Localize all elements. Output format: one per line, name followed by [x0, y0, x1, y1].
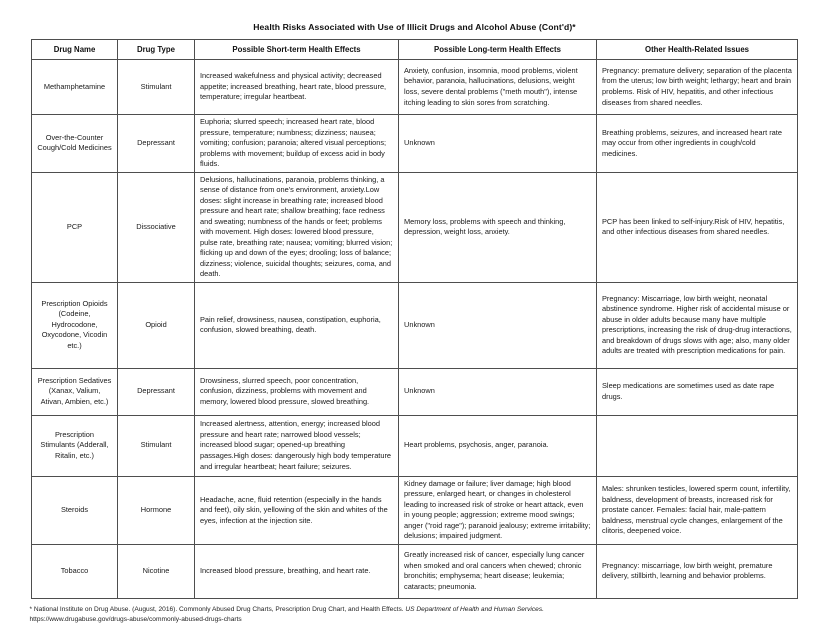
source-footnote	[30, 605, 800, 625]
drug-name-cell: Steroids	[32, 476, 118, 544]
drug-type-cell: Dissociative	[118, 172, 195, 282]
table-row-methamphetamine	[32, 60, 798, 115]
short-term-cell: Headache, acne, fluid retention (especially in the hands and feet), oily skin, yellowing of the skin and whites of the eyes, infection at the injection site.	[195, 476, 399, 544]
long-term-cell: Unknown	[399, 282, 597, 368]
table-row-steroids	[32, 476, 798, 544]
short-term-cell: Delusions, hallucinations, paranoia, problems thinking, a sense of distance from one's environment, anxiety.Low doses: slight increase in breathing rate; increased blood pressure and heart rate; shallow breathing; face redness and sweating; numbness of the hands or feet; problems with movement. High doses: lowered blood pressure, pulse rate, breathing rate; nausea; vomiting; blurred vision; flicking up and down of the eyes; drooling; loss of balance; dizziness; violence, suicidal thoughts; seizures, coma, and death.	[195, 172, 399, 282]
table-row-tobacco	[32, 544, 798, 598]
footnote-citation-text: * National Institute on Drug Abuse. (August, 2016). Commonly Abused Drug Charts, Prescription Drug Chart, and Health Effects.	[29, 605, 406, 613]
column-header-short-term: Possible Short-term Health Effects	[195, 40, 399, 60]
table-row-prescription-stimulants	[32, 415, 798, 476]
other-issues-cell: PCP has been linked to self-injury.Risk of HIV, hepatitis, and other infectious diseases from shared needles.	[597, 172, 798, 282]
drug-type-cell: Stimulant	[118, 60, 195, 115]
drug-name-cell: Prescription Opioids (Codeine, Hydrocodone, Oxycodone, Vicodin etc.)	[32, 282, 118, 368]
column-header-other: Other Health-Related Issues	[597, 40, 798, 60]
long-term-cell: Unknown	[399, 368, 597, 415]
drug-type-cell: Opioid	[118, 282, 195, 368]
drug-name-cell: Prescription Sedatives (Xanax, Valium, Ativan, Ambien, etc.)	[32, 368, 118, 415]
short-term-cell: Drowsiness, slurred speech, poor concentration, confusion, dizziness, problems with movement and memory, lowered blood pressure, slowed breathing.	[195, 368, 399, 415]
long-term-cell: Unknown	[399, 115, 597, 173]
drug-type-cell: Stimulant	[118, 415, 195, 476]
footnote-citation-publisher: US Department of Health and Human Services.	[405, 605, 544, 613]
long-term-cell: Memory loss, problems with speech and thinking, depression, weight loss, anxiety.	[399, 172, 597, 282]
drug-type-cell: Depressant	[118, 368, 195, 415]
table-header-row	[32, 40, 798, 60]
other-issues-cell: Pregnancy: premature delivery; separation of the placenta from the uterus; low birth weight; lethargy; heart and brain problems. Risk of HIV, hepatitis, and other infectious diseases from shared needles.	[597, 60, 798, 115]
table-row-otc-cough-cold	[32, 115, 798, 173]
long-term-cell: Greatly increased risk of cancer, especially lung cancer when smoked and oral cancers when chewed; chronic bronchitis; emphysema; heart disease; leukemia; cataracts; pneumonia.	[399, 544, 597, 598]
drug-name-cell: Methamphetamine	[32, 60, 118, 115]
short-term-cell: Euphoria; slurred speech; increased heart rate, blood pressure, temperature; numbness; dizziness; nausea; vomiting; confusion; paranoia; altered visual perceptions; problems with movement; buildup of excess acid in body fluids.	[195, 115, 399, 173]
drug-name-cell: Over-the-Counter Cough/Cold Medicines	[32, 115, 118, 173]
table-row-pcp	[32, 172, 798, 282]
column-header-drug-name: Drug Name	[32, 40, 118, 60]
long-term-cell: Kidney damage or failure; liver damage; high blood pressure, enlarged heart, or changes in cholesterol leading to increased risk of stroke or heart attack, even in young people; aggression; extreme mood swings; anger ("roid rage"); paranoid jealousy; extreme irritability; delusions; impaired judgment.	[399, 476, 597, 544]
footnote-url: https://www.drugabuse.gov/drugs-abuse/commonly-abused-drugs-charts	[29, 615, 242, 623]
column-header-drug-type: Drug Type	[118, 40, 195, 60]
other-issues-cell: Breathing problems, seizures, and increased heart rate may occur from other ingredients in cough/cold medicines.	[597, 115, 798, 173]
short-term-cell: Increased blood pressure, breathing, and heart rate.	[195, 544, 399, 598]
other-issues-cell: Males: shrunken testicles, lowered sperm count, infertility, baldness, development of breasts, increased risk for prostate cancer. Females: facial hair, male-pattern baldness, menstrual cycle changes, enlargement of the clitoris, deepened voice.	[597, 476, 798, 544]
long-term-cell: Anxiety, confusion, insomnia, mood problems, violent behavior, paranoia, hallucinations, delusions, weight loss, severe dental problems ("meth mouth"), intense itching leading to skin sores from scratching.	[399, 60, 597, 115]
drug-health-risks-table	[31, 39, 798, 599]
drug-name-cell: Prescription Stimulants (Adderall, Ritalin, etc.)	[32, 415, 118, 476]
drug-type-cell: Nicotine	[118, 544, 195, 598]
page-title: Health Risks Associated with Use of Illicit Drugs and Alcohol Abuse (Cont'd)*	[253, 22, 576, 32]
drug-name-cell: PCP	[32, 172, 118, 282]
other-issues-cell: Pregnancy: miscarriage, low birth weight, premature delivery, stillbirth, learning and behavior problems.	[597, 544, 798, 598]
column-header-long-term: Possible Long-term Health Effects	[399, 40, 597, 60]
drug-type-cell: Hormone	[118, 476, 195, 544]
other-issues-cell	[597, 415, 798, 476]
other-issues-cell: Pregnancy: Miscarriage, low birth weight, neonatal abstinence syndrome. Higher risk of accidental misuse or abuse in older adults because many have multiple prescriptions, increasing the risk of drug-drug interactions, and breakdown of drugs slows with age; also, many older adults are treated with prescription medications for pain.	[597, 282, 798, 368]
long-term-cell: Heart problems, psychosis, anger, paranoia.	[399, 415, 597, 476]
short-term-cell: Pain relief, drowsiness, nausea, constipation, euphoria, confusion, slowed breathing, death.	[195, 282, 399, 368]
other-issues-cell: Sleep medications are sometimes used as date rape drugs.	[597, 368, 798, 415]
short-term-cell: Increased alertness, attention, energy; increased blood pressure and heart rate; narrowed blood vessels; increased blood sugar; opened-up breathing passages.High doses: dangerously high body temperature and irregular heartbeat; heart failure; seizures.	[195, 415, 399, 476]
short-term-cell: Increased wakefulness and physical activity; decreased appetite; increased breathing, heart rate, blood pressure, temperature; irregular heartbeat.	[195, 60, 399, 115]
footnote-citation	[30, 605, 800, 615]
drug-name-cell: Tobacco	[32, 544, 118, 598]
table-row-prescription-sedatives	[32, 368, 798, 415]
drug-type-cell: Depressant	[118, 115, 195, 173]
table-row-prescription-opioids	[32, 282, 798, 368]
